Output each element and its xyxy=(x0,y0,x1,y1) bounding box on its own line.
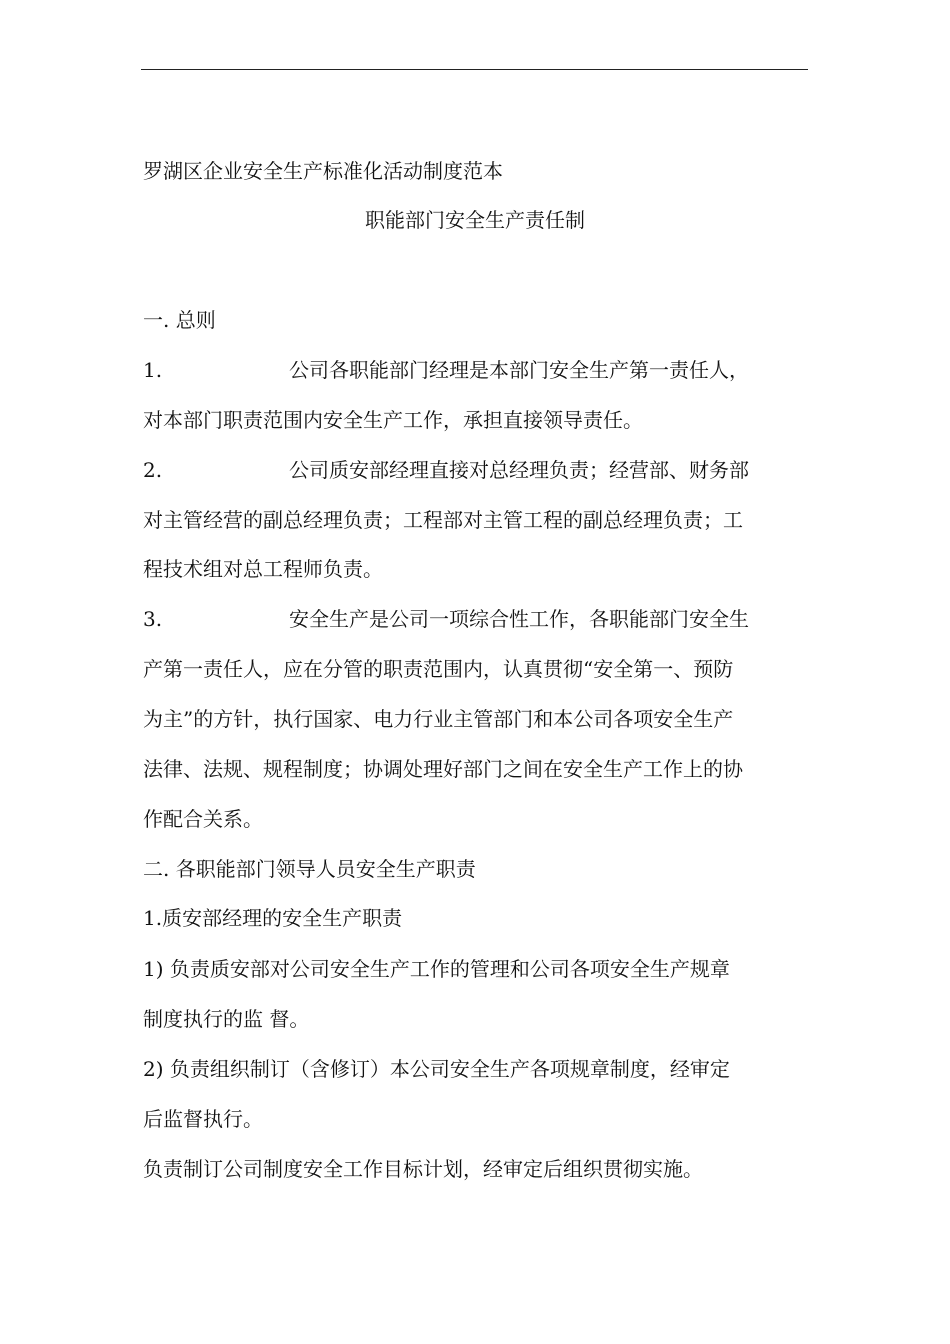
duty-1-line-1: 1) 负责质安部对公司安全生产工作的管理和公司各项安全生产规章 xyxy=(143,957,730,981)
item-3-line-1 xyxy=(143,607,749,631)
duty-3-line: 负责制订公司制度安全工作目标计划，经审定后组织贯彻实施。 xyxy=(143,1157,703,1181)
item-3-line-3: 为主”的方针，执行国家、电力行业主管部门和本公司各项安全生产 xyxy=(143,707,734,731)
item-1-text: 公司各职能部门经理是本部门安全生产第一责任人， xyxy=(289,358,749,382)
item-1-line-1 xyxy=(143,358,749,382)
document-header-title: 罗湖区企业安全生产标准化活动制度范本 xyxy=(143,159,503,183)
item-3-line-4: 法律、法规、规程制度；协调处理好部门之间在安全生产工作上的协 xyxy=(143,757,743,781)
item-1-number: 1. xyxy=(143,358,163,382)
header-rule xyxy=(141,69,808,70)
item-2-line-1 xyxy=(143,458,749,482)
section-heading-general: 一. 总则 xyxy=(143,308,216,332)
item-2-line-2: 对主管经营的副总经理负责；工程部对主管工程的副总经理负责；工 xyxy=(143,508,743,532)
item-3-line-5: 作配合关系。 xyxy=(143,807,263,831)
item-3-text: 安全生产是公司一项综合性工作，各职能部门安全生 xyxy=(289,607,749,631)
duty-2-line-1: 2) 负责组织制订（含修订）本公司安全生产各项规章制度，经审定 xyxy=(143,1057,730,1081)
item-2-text: 公司质安部经理直接对总经理负责；经营部、财务部 xyxy=(289,458,749,482)
section-heading-duties: 二. 各职能部门领导人员安全生产职责 xyxy=(143,857,476,881)
item-2-line-3: 程技术组对总工程师负责。 xyxy=(143,557,383,581)
item-3-number: 3. xyxy=(143,607,163,631)
document-subtitle: 职能部门安全生产责任制 xyxy=(365,208,585,232)
subsection-heading-quality-safety: 1.质安部经理的安全生产职责 xyxy=(143,906,403,930)
item-3-line-2: 产第一责任人，应在分管的职责范围内，认真贯彻“安全第一、预防 xyxy=(143,657,734,681)
duty-1-line-2: 制度执行的监 督。 xyxy=(143,1007,310,1031)
item-1-line-2: 对本部门职责范围内安全生产工作，承担直接领导责任。 xyxy=(143,408,643,432)
item-2-number: 2. xyxy=(143,458,163,482)
duty-2-line-2: 后监督执行。 xyxy=(143,1107,263,1131)
